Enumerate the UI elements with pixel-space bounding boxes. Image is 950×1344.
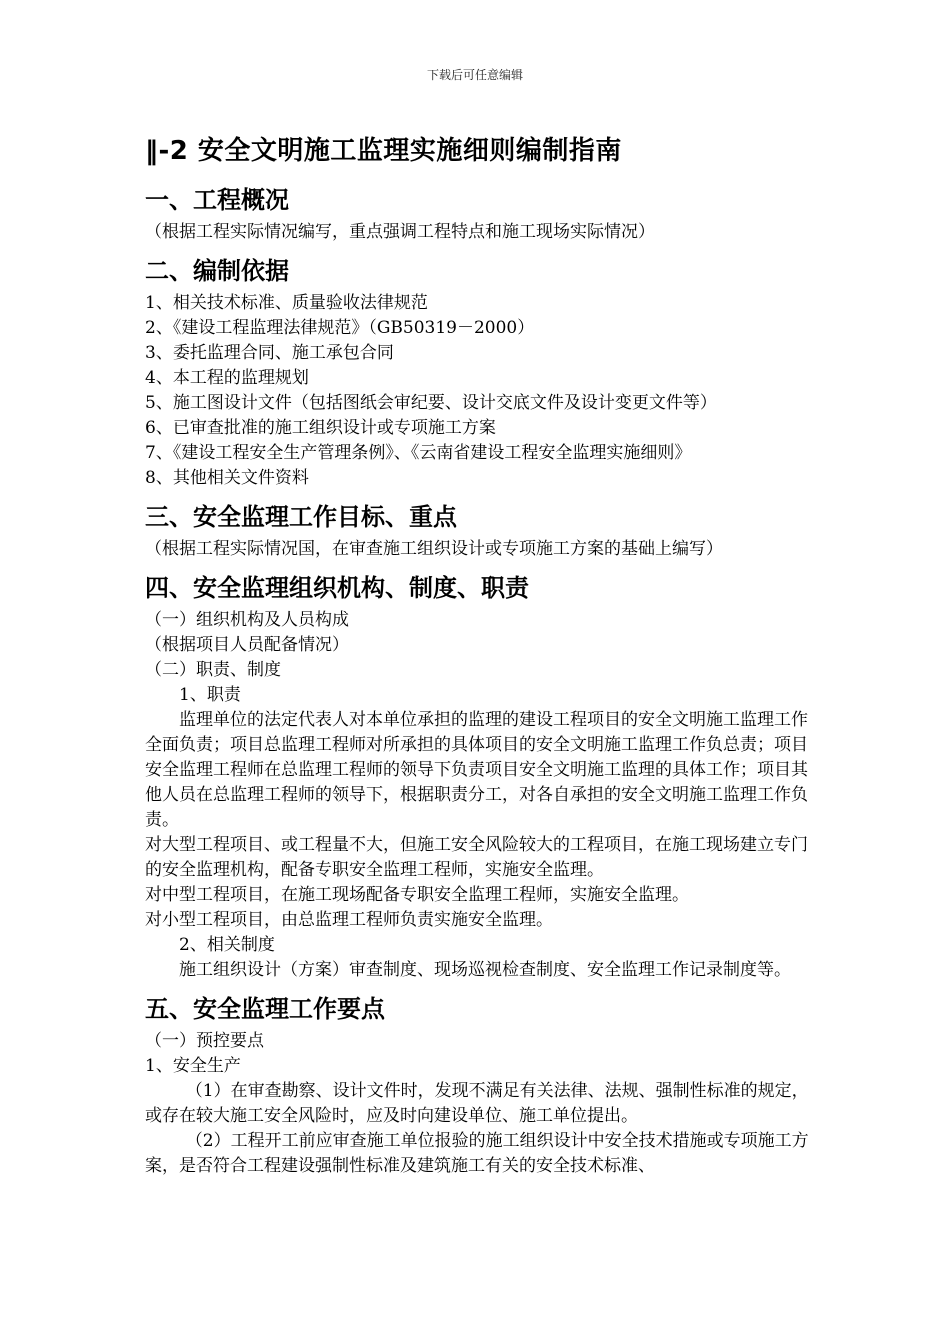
medium-project-paragraph: 对中型工程项目，在施工现场配备专职安全监理工程师，实施安全监理。 bbox=[145, 885, 689, 905]
rules-item: 2、相关制度 bbox=[179, 935, 275, 955]
subheading-organization: （一）组织机构及人员构成 bbox=[145, 610, 349, 630]
basis-item: 6、已审查批准的施工组织设计或专项施工方案 bbox=[145, 418, 496, 438]
section-heading-5: 五、安全监理工作要点 bbox=[145, 995, 385, 1023]
basis-item: 2、《建设工程监理法律规范》（GB50319－2000） bbox=[145, 318, 535, 338]
basis-item: 3、委托监理合同、施工承包合同 bbox=[145, 343, 394, 363]
section-heading-4: 四、安全监理组织机构、制度、职责 bbox=[145, 574, 529, 602]
section-1-text: （根据工程实际情况编写，重点强调工程特点和施工现场实际情况） bbox=[145, 222, 655, 242]
section-heading-1: 一、工程概况 bbox=[145, 186, 289, 214]
section-heading-2: 二、编制依据 bbox=[145, 257, 289, 285]
document-title: ‖-2 安全文明施工监理实施细则编制指南 bbox=[145, 136, 622, 166]
subheading-precontrol: （一）预控要点 bbox=[145, 1031, 264, 1051]
basis-item: 7、《建设工程安全生产管理条例》、《云南省建设工程安全监理实施细则》 bbox=[145, 443, 692, 463]
safety-item: 1、安全生产 bbox=[145, 1056, 241, 1076]
small-project-paragraph: 对小型工程项目，由总监理工程师负责实施安全监理。 bbox=[145, 910, 553, 930]
basis-item: 8、其他相关文件资料 bbox=[145, 468, 309, 488]
basis-item: 4、本工程的监理规划 bbox=[145, 368, 309, 388]
basis-item: 5、施工图设计文件（包括图纸会审纪要、设计交底文件及设计变更文件等） bbox=[145, 393, 717, 413]
section-3-text: （根据工程实际情况国，在审查施工组织设计或专项施工方案的基础上编写） bbox=[145, 539, 723, 559]
basis-item: 1、相关技术标准、质量验收法律规范 bbox=[145, 293, 428, 313]
header-note: 下载后可任意编辑 bbox=[426, 68, 523, 82]
large-project-paragraph: 对大型工程项目、或工程量不大，但施工安全风险较大的工程项目，在施工现场建立专门的安全监理机构，配备专职安全监理工程师，实施安全监理。 bbox=[145, 835, 808, 880]
precontrol-paragraph-1: （1）在审查勘察、设计文件时，发现不满足有关法律、法规、强制性标准的规定，或存在较大施工安全风险时，应及时向建设单位、施工单位提出。 bbox=[145, 1081, 809, 1126]
section-heading-3: 三、安全监理工作目标、重点 bbox=[145, 503, 457, 531]
duties-item: 1、职责 bbox=[179, 685, 241, 705]
rules-paragraph: 施工组织设计（方案）审查制度、现场巡视检查制度、安全监理工作记录制度等。 bbox=[179, 960, 791, 980]
precontrol-paragraph-2: （2）工程开工前应审查施工单位报验的施工组织设计中安全技术措施或专项施工方案，是否符合工程建设强制性标准及建筑施工有关的安全技术标准、 bbox=[145, 1131, 809, 1176]
document-body bbox=[145, 132, 810, 1179]
duties-paragraph: 监理单位的法定代表人对本单位承担的监理的建设工程项目的安全文明施工监理工作全面负责；项目总监理工程师对所承担的具体项目的安全文明施工监理工作负总责；项目安全监理工程师在总监理工程师的领导下负责项目安全文明施工监理的具体工作；项目其他人员在总监理工程师的领导下，根据职责分工，对各自承担的安全文明施工监理工作负责。 bbox=[145, 710, 808, 830]
organization-note: （根据项目人员配备情况） bbox=[145, 635, 349, 655]
subheading-duties: （二）职责、制度 bbox=[145, 660, 281, 680]
